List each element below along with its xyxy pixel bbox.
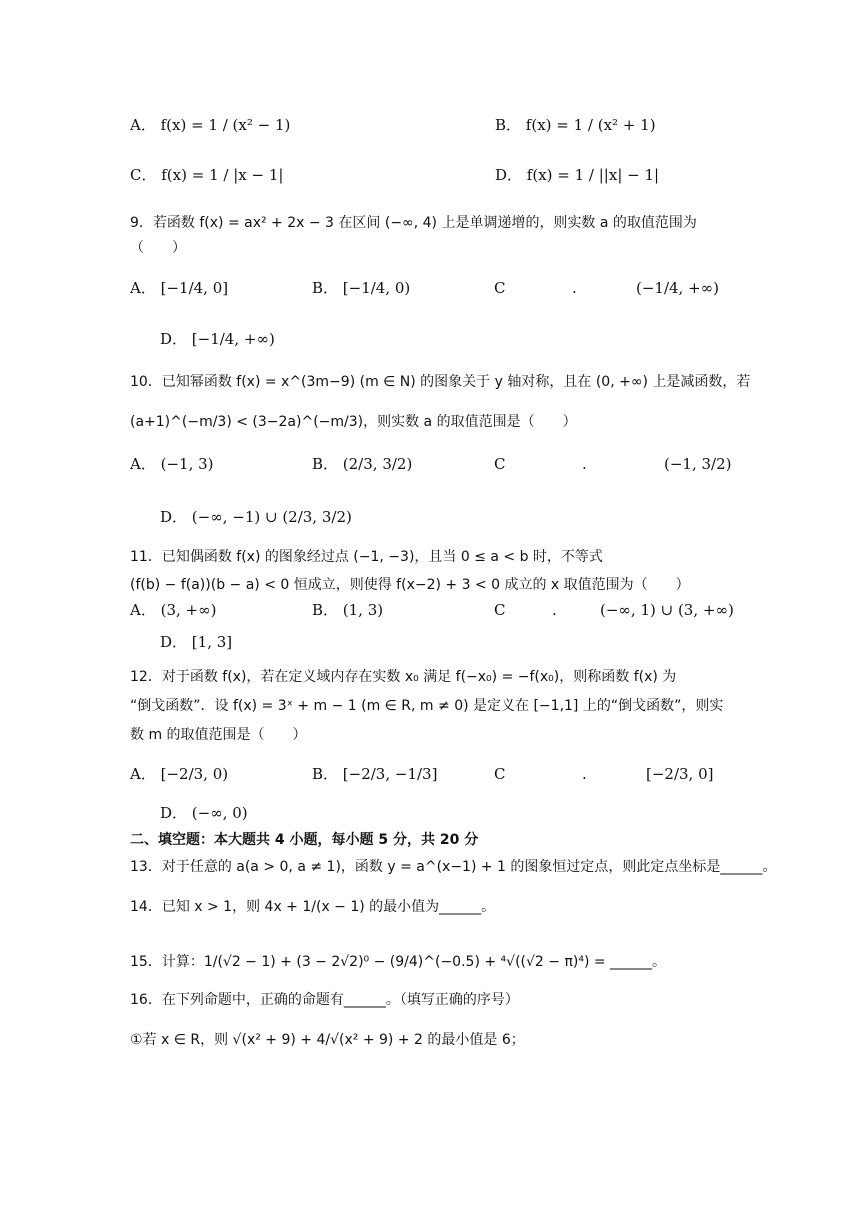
q9-option-c-label: C [494,279,506,297]
q16-item-1: ①若 x ∈ R，则 √(x² + 9) + 4/√(x² + 9) + 2 的最小值是 6； [130,1032,525,1048]
q9-option-c-dot: . [572,279,577,297]
q8-option-c: C． f(x) = 1 / |x − 1| [130,166,284,184]
q10-option-c-value: (−1, 3/2) [664,455,732,473]
q12-stem-line3: 数 m 的取值范围是（ ） [130,727,307,743]
q12-option-c-value: [−2/3, 0] [646,765,714,783]
q10-stem-line2: (a+1)^(−m/3) < (3−2a)^(−m/3)，则实数 a 的取值范围是（ ） [130,414,577,430]
q10-option-a: A． (−1, 3) [130,455,214,473]
q9-stem: 9．若函数 f(x) = ax² + 2x − 3 在区间 (−∞, 4) 上是单调递增的，则实数 a 的取值范围为 [130,215,697,231]
section-2-heading: 二、填空题：本大题共 4 小题，每小题 5 分，共 20 分 [130,832,479,848]
q11-option-a: A． (3, +∞) [130,601,217,619]
q13: 13．对于任意的 a(a > 0, a ≠ 1)，函数 y = a^(x−1) + 1 的图象恒过定点，则此定点坐标是______。 [130,859,777,875]
q11-option-c-value: (−∞, 1) ∪ (3, +∞) [600,601,734,619]
q12-option-d: D． (−∞, 0) [160,804,248,822]
q11-stem-line2: (f(b) − f(a))(b − a) < 0 恒成立，则使得 f(x−2) + 3 < 0 成立的 x 取值范围为（ ） [130,577,690,593]
q9-option-c-value: (−1/4, +∞) [636,279,720,297]
q12-option-b: B． [−2/3, −1/3] [312,765,438,783]
q12-option-c-dot: . [582,765,587,783]
q10-option-c-dot: . [582,455,587,473]
q10-option-d: D． (−∞, −1) ∪ (2/3, 3/2) [160,508,352,526]
q16: 16．在下列命题中，正确的命题有______。（填写正确的序号） [130,992,519,1008]
q12-stem-line1: 12．对于函数 f(x)，若在定义域内存在实数 x₀ 满足 f(−x₀) = −f(x₀)，则称函数 f(x) 为 [130,669,677,685]
q12-option-a: A． [−2/3, 0) [130,765,229,783]
q11-option-c-dot: . [552,601,557,619]
q10-option-c-label: C [494,455,506,473]
q9-option-d: D． [−1/4, +∞) [160,330,275,348]
q14: 14．已知 x > 1，则 4x + 1/(x − 1) 的最小值为______。 [130,899,496,915]
q8-option-d: D． f(x) = 1 / ||x| − 1| [495,166,660,184]
q10-stem-line1: 10．已知幂函数 f(x) = x^(3m−9) (m ∈ N) 的图象关于 y 轴对称，且在 (0, +∞) 上是减函数，若 [130,374,751,390]
q11-option-d: D． [1, 3] [160,633,233,651]
q9-option-a: A． [−1/4, 0] [130,279,229,297]
q15: 15．计算：1/(√2 − 1) + (3 − 2√2)⁰ − (9/4)^(−0.5) + ⁴√((√2 − π)⁴) = ______。 [130,954,667,970]
q9-paren: （ ） [130,240,186,256]
q8-option-b: B． f(x) = 1 / (x² + 1) [495,116,656,134]
q12-stem-line2: “倒戈函数”．设 f(x) = 3ˣ + m − 1 (m ∈ R, m ≠ 0) 是定义在 [−1,1] 上的“倒戈函数”，则实 [130,698,724,714]
q12-option-c-label: C [494,765,506,783]
q11-option-c-label: C [494,601,506,619]
q11-option-b: B． (1, 3) [312,601,384,619]
q8-option-a: A． f(x) = 1 / (x² − 1) [130,116,291,134]
q11-stem-line1: 11．已知偶函数 f(x) 的图象经过点 (−1, −3)，且当 0 ≤ a < b 时，不等式 [130,549,603,565]
q9-option-b: B． [−1/4, 0) [312,279,411,297]
q10-option-b: B． (2/3, 3/2) [312,455,413,473]
